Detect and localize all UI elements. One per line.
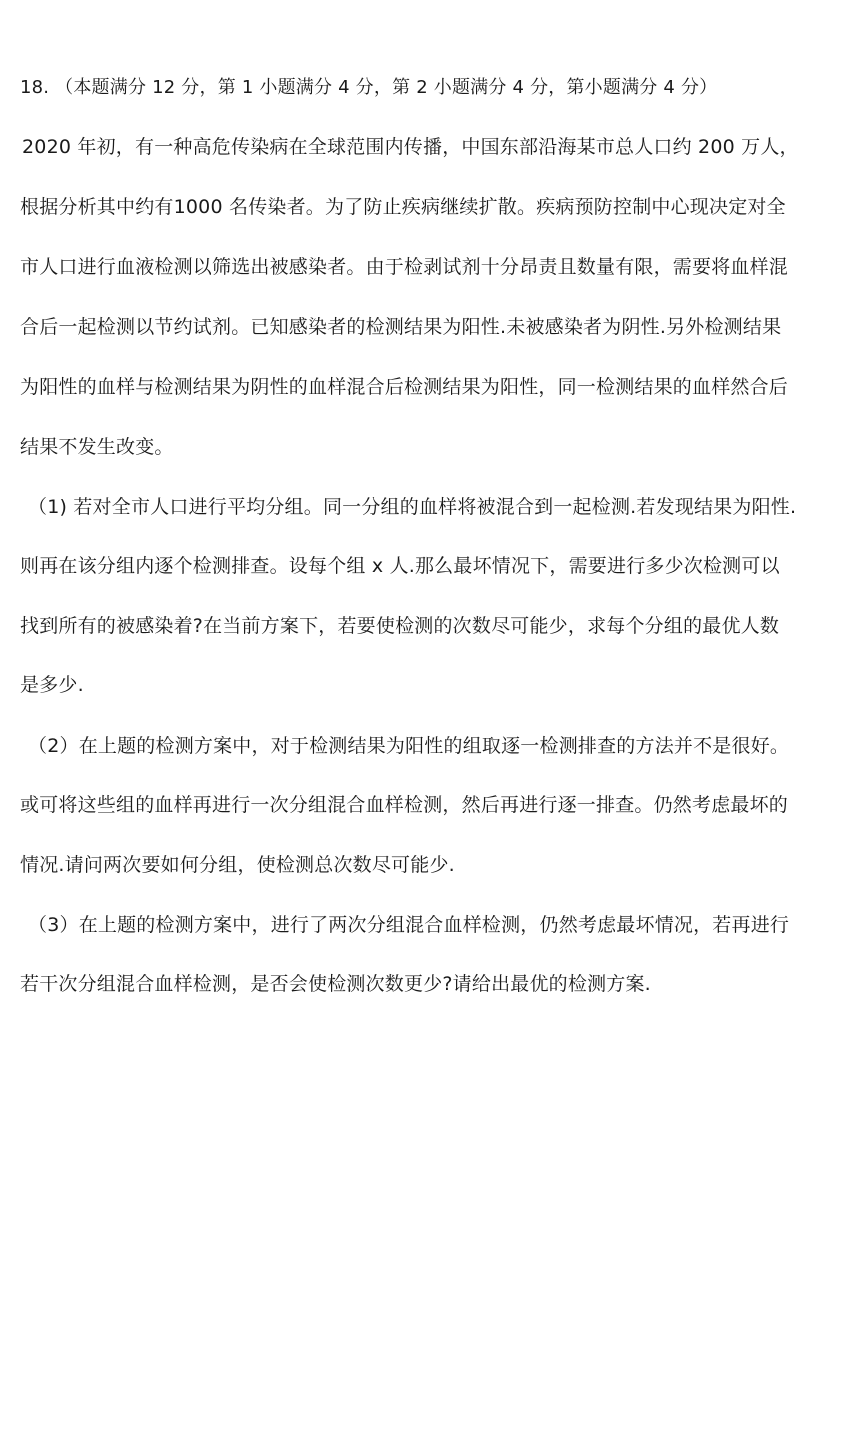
stem-line-1: 2020 年初，有一种高危传染病在全球范围内传播，中国东部沿海某市总人口约 200 万人， — [22, 136, 799, 158]
part2-line-2: 或可将这些组的血样再进行一次分组混合血样检测，然后再进行逐一排查。仍然考虑最坏的 — [20, 794, 789, 816]
question-header: 18. （本题满分 12 分，第 1 小题满分 4 分，第 2 小题满分 4 分，第小题满分 4 分） — [20, 77, 718, 98]
stem-line-6: 结果不发生改变。 — [20, 436, 174, 458]
stem-line-3: 市人口进行血液检测以筛选出被感染者。由于检剥试剂十分昂责且数量有限，需要将血样混 — [20, 256, 789, 278]
part1-line-1: （1) 若对全市人口进行平均分组。同一分组的血样将被混合到一起检测.若发现结果为阳性. — [28, 496, 797, 518]
stem-line-4: 合后一起检测以节约试剂。已知感染者的检测结果为阳性.未被感染者为阴性.另外检测结果 — [20, 316, 782, 338]
part1-line-4: 是多少. — [20, 674, 84, 696]
part1-line-2: 则再在该分组内逐个检测排查。设每个组 x 人.那么最坏情况下，需要进行多少次检测可以 — [20, 555, 780, 577]
part3-line-2: 若干次分组混合血样检测，是否会使检测次数更少?请给出最优的检测方案. — [20, 973, 651, 995]
stem-line-5: 为阳性的血样与检测结果为阴性的血样混合后检测结果为阳性，同一检测结果的血样然合后 — [20, 376, 789, 398]
part2-line-3: 情况.请问两次要如何分组，使检测总次数尽可能少. — [20, 854, 455, 876]
part2-line-1: （2）在上题的检测方案中，对于检测结果为阳性的组取逐一检测排查的方法并不是很好。 — [28, 735, 790, 757]
part1-line-3: 找到所有的被感染着?在当前方案下，若要使检测的次数尽可能少，求每个分组的最优人数 — [20, 615, 780, 637]
part3-line-1: （3）在上题的检测方案中，进行了两次分组混合血样检测，仍然考虑最坏情况，若再进行 — [28, 914, 790, 936]
stem-line-2: 根据分析其中约有1000 名传染者。为了防止疾病继续扩散。疾病预防控制中心现决定对全 — [20, 196, 786, 218]
